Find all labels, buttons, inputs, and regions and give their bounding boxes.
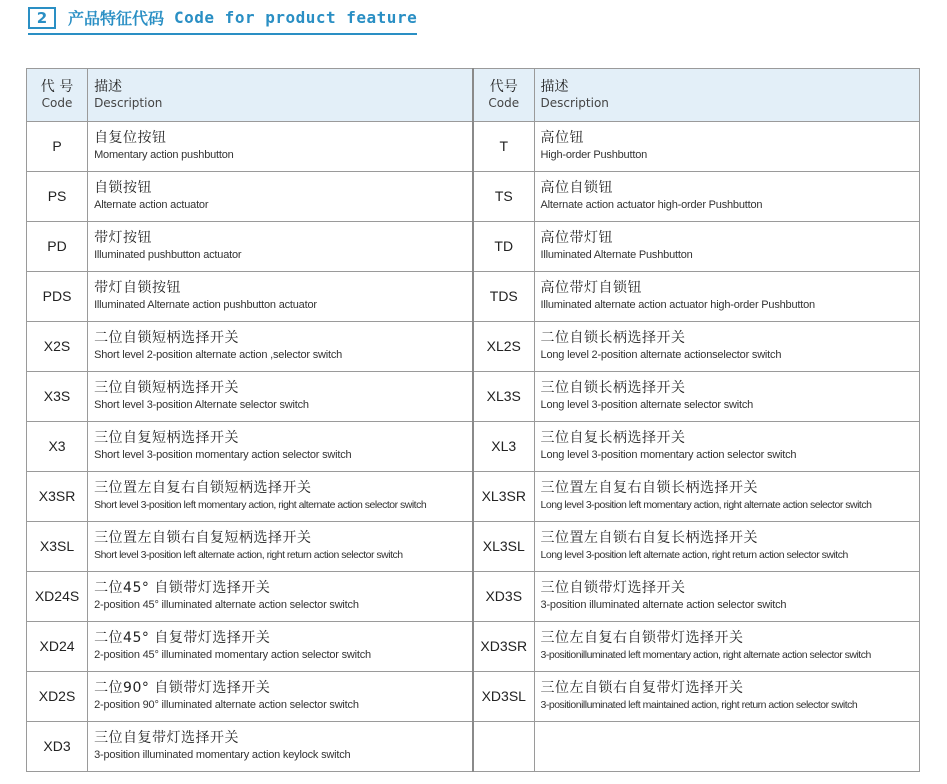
right-code-cell (473, 622, 534, 672)
left-code-cell (27, 522, 88, 572)
description-cn: 三位置左自复右自锁长柄选择开关 (540, 480, 759, 496)
feature-code: TD (494, 238, 514, 254)
left-description-cell (88, 272, 473, 322)
right-description-cell (534, 672, 919, 722)
table-row (27, 222, 920, 272)
right-code-cell (473, 522, 534, 572)
description-cn: 三位置左自锁右自复短柄选择开关 (94, 530, 312, 546)
description-cn: 二位45° 自锁带灯选择开关 (94, 580, 271, 596)
left-description-cell (88, 222, 473, 272)
left-description-cell (88, 672, 473, 722)
table-row (27, 672, 920, 722)
description-cn: 三位自锁带灯选择开关 (540, 580, 686, 596)
table-row (27, 172, 920, 222)
left-description-cell (88, 122, 473, 172)
description-en: Illuminated Alternate Pushbutton (540, 249, 693, 261)
feature-code: X2S (43, 338, 71, 354)
right-code-cell (473, 472, 534, 522)
left-code-cell (27, 322, 88, 372)
left-code-cell (27, 472, 88, 522)
feature-code: X3 (48, 438, 66, 454)
feature-code: X3SR (38, 488, 76, 504)
right-description-cell (534, 272, 919, 322)
right-description-cell (534, 572, 919, 622)
description-cn: 二位45° 自复带灯选择开关 (94, 630, 271, 646)
right-code-cell (473, 422, 534, 472)
feature-code: XD3SR (480, 638, 528, 654)
description-en: 2-position 90° illuminated alternate action selector switch (94, 699, 359, 711)
description-en: Long level 2-position alternate actionselector switch (540, 349, 782, 361)
description-en: Illuminated alternate action actuator high-order Pushbutton (540, 299, 815, 311)
left-code-cell (27, 622, 88, 672)
description-en: Short level 2-position alternate action ,selector switch (94, 349, 343, 361)
description-en: 3-positionilluminated left momentary action, right alternate action selector switch (540, 649, 871, 661)
description-en: Short level 3-position momentary action selector switch (94, 449, 352, 461)
table-body (27, 122, 920, 772)
feature-code: X3S (43, 388, 71, 404)
feature-code: X3SL (39, 538, 75, 554)
left-code-cell (27, 422, 88, 472)
description-en: Illuminated Alternate action pushbutton actuator (94, 299, 317, 311)
feature-code: XL3SR (481, 488, 526, 504)
table-row (27, 472, 920, 522)
description-cn: 高位带灯钮 (540, 230, 614, 246)
description-cn: 三位自锁长柄选择开关 (540, 380, 686, 396)
right-code-cell (473, 722, 534, 772)
feature-code: XD3 (43, 738, 71, 754)
description-cn: 高位带灯自锁钮 (540, 280, 643, 296)
left-description-cell (88, 422, 473, 472)
right-code-cell (473, 572, 534, 622)
table-row (27, 372, 920, 422)
description-cn: 三位置左自复右自锁短柄选择开关 (94, 480, 312, 496)
right-code-cell (473, 172, 534, 222)
left-description-cell (88, 322, 473, 372)
left-code-cell (27, 222, 88, 272)
left-code-cell (27, 122, 88, 172)
header-code-cn: 代 号 (40, 79, 74, 95)
description-en: 3-position illuminated momentary action keylock switch (94, 749, 351, 761)
description-cn: 三位左自复右自锁带灯选择开关 (540, 630, 744, 646)
description-en: 2-position 45° illuminated alternate action selector switch (94, 599, 359, 611)
description-en: Long level 3-position alternate selector switch (540, 399, 754, 411)
header-desc-cn: 描述 (540, 79, 569, 95)
right-description-cell (534, 322, 919, 372)
description-cn: 三位置左自锁右自复长柄选择开关 (540, 530, 759, 546)
section-title-cn: 产品特征代码 (68, 9, 165, 28)
description-en: Long level 3-position left momentary action, right alternate action selector switch (540, 499, 872, 511)
left-description-cell (88, 472, 473, 522)
left-code-cell (27, 172, 88, 222)
description-cn: 二位90° 自锁带灯选择开关 (94, 680, 271, 696)
left-description-cell (88, 172, 473, 222)
feature-code: TDS (489, 288, 518, 304)
header-code-en: Code (488, 96, 520, 110)
description-en: Alternate action actuator (94, 199, 209, 211)
left-code-cell (27, 722, 88, 772)
table-row (27, 322, 920, 372)
description-cn: 二位自锁短柄选择开关 (94, 330, 240, 346)
right-description-cell (534, 522, 919, 572)
feature-code: PDS (42, 288, 72, 304)
left-code-cell (27, 372, 88, 422)
description-cn: 自锁按钮 (94, 180, 153, 196)
feature-code: XL3S (486, 388, 521, 404)
description-en: Alternate action actuator high-order Pushbutton (540, 199, 763, 211)
description-cn: 自复位按钮 (94, 130, 167, 146)
feature-code: T (499, 138, 509, 154)
feature-code: XD3SL (481, 688, 526, 704)
section-title-en: Code for product feature (174, 8, 418, 27)
left-description-cell (88, 722, 473, 772)
feature-code: TS (494, 188, 513, 204)
table-row (27, 522, 920, 572)
description-cn: 三位左自锁右自复带灯选择开关 (540, 680, 744, 696)
feature-code: XL3 (491, 438, 517, 454)
right-description-cell (534, 472, 919, 522)
table-row (27, 722, 920, 772)
description-cn: 三位自复长柄选择开关 (540, 430, 686, 446)
header-code-cn: 代号 (489, 79, 518, 95)
description-cn: 三位自锁短柄选择开关 (94, 380, 240, 396)
left-description-cell (88, 622, 473, 672)
table-row (27, 622, 920, 672)
table-row (27, 572, 920, 622)
table-row (27, 272, 920, 322)
description-cn: 二位自锁长柄选择开关 (540, 330, 686, 346)
right-code-cell (473, 672, 534, 722)
table-header-row (27, 69, 920, 122)
section-heading (28, 6, 417, 35)
right-code-cell (473, 322, 534, 372)
left-code-cell (27, 672, 88, 722)
description-en: Illuminated pushbutton actuator (94, 249, 242, 261)
header-desc-left (88, 69, 473, 122)
description-en: Long level 3-position left alternate action, right return action selector switch (540, 549, 848, 561)
right-description-cell (534, 622, 919, 672)
description-en: Short level 3-position left alternate action, right return action selector switch (94, 549, 403, 561)
description-en: Short level 3-position Alternate selector switch (94, 399, 309, 411)
left-code-cell (27, 272, 88, 322)
right-code-cell (473, 272, 534, 322)
feature-code: XL3SL (482, 538, 525, 554)
right-description-cell (534, 122, 919, 172)
right-code-cell (473, 222, 534, 272)
header-desc-en: Description (94, 96, 163, 110)
description-en: Short level 3-position left momentary action, right alternate action selector switch (94, 499, 427, 511)
right-code-cell (473, 372, 534, 422)
description-en: 2-position 45° illuminated momentary action selector switch (94, 649, 371, 661)
left-description-cell (88, 522, 473, 572)
header-desc-cn: 描述 (94, 79, 123, 95)
feature-code: XD24S (34, 588, 80, 604)
feature-code: XD3S (485, 588, 523, 604)
description-cn: 高位钮 (540, 130, 585, 146)
right-description-cell (534, 372, 919, 422)
right-description-cell (534, 422, 919, 472)
header-desc-en: Description (540, 96, 609, 110)
description-en: High-order Pushbutton (540, 149, 648, 161)
right-description-cell (534, 222, 919, 272)
right-description-cell (534, 722, 919, 772)
header-code-right (473, 69, 534, 122)
feature-code: PS (47, 188, 67, 204)
table-row (27, 422, 920, 472)
description-cn: 高位自锁钮 (540, 180, 614, 196)
table-row (27, 122, 920, 172)
feature-code: PD (47, 238, 67, 254)
feature-code: P (52, 138, 62, 154)
header-code-left (27, 69, 88, 122)
feature-code: XD24 (39, 638, 75, 654)
left-description-cell (88, 372, 473, 422)
description-cn: 三位自复短柄选择开关 (94, 430, 240, 446)
feature-code (474, 722, 534, 738)
section-number: 2 (28, 7, 56, 29)
feature-code: XL2S (486, 338, 521, 354)
description-cn: 三位自复带灯选择开关 (94, 730, 240, 746)
feature-code-table (26, 68, 920, 772)
left-code-cell (27, 572, 88, 622)
description-en: Momentary action pushbutton (94, 149, 234, 161)
left-description-cell (88, 572, 473, 622)
header-code-en: Code (41, 96, 73, 110)
description-en: 3-positionilluminated left maintained action, right return action selector switch (540, 699, 858, 711)
description-en: 3-position illuminated alternate action selector switch (540, 599, 787, 611)
header-desc-right (534, 69, 919, 122)
right-description-cell (534, 172, 919, 222)
description-cn: 带灯按钮 (94, 230, 153, 246)
right-code-cell (473, 122, 534, 172)
feature-code: XD2S (38, 688, 76, 704)
description-en: Long level 3-position momentary action selector switch (540, 449, 797, 461)
description-cn: 带灯自锁按钮 (94, 280, 182, 296)
